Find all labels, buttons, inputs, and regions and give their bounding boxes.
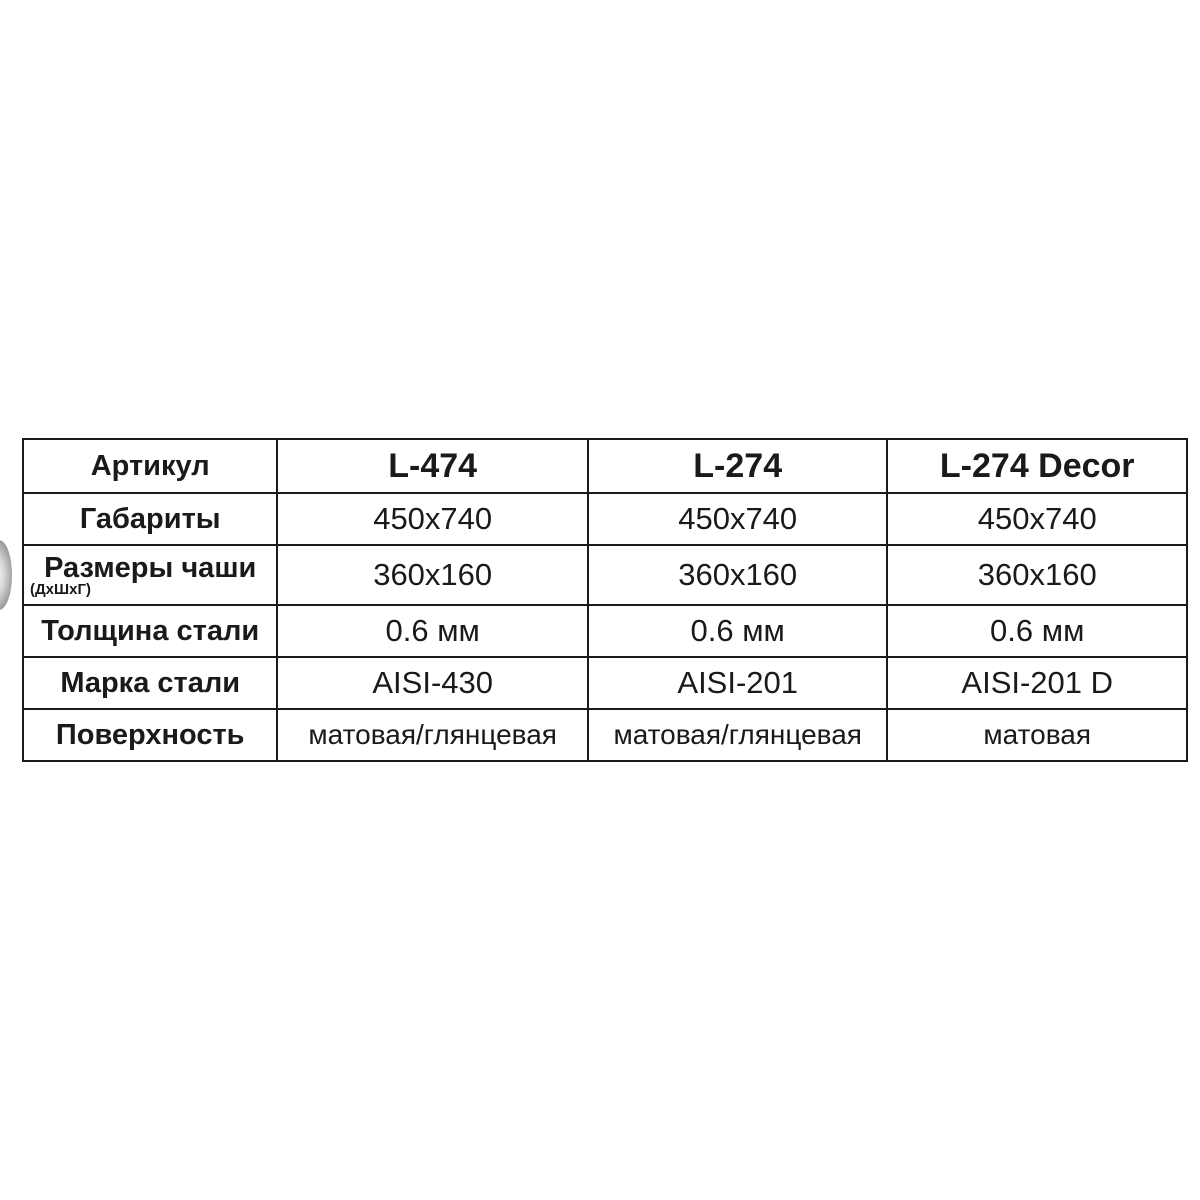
row-value: 450x740 — [588, 493, 888, 545]
table-row — [23, 545, 1187, 605]
table-row — [23, 493, 1187, 545]
model-name: L-274 Decor — [887, 439, 1187, 493]
row-value: матовая — [887, 709, 1187, 761]
row-value: 0.6 мм — [588, 605, 888, 657]
row-value: матовая/глянцевая — [588, 709, 888, 761]
spec-table — [22, 438, 1188, 762]
row-value: 0.6 мм — [277, 605, 588, 657]
table-row — [23, 709, 1187, 761]
row-value: 0.6 мм — [887, 605, 1187, 657]
table-row — [23, 657, 1187, 709]
row-value: 450x740 — [277, 493, 588, 545]
row-label: Габариты — [23, 493, 277, 545]
model-name: L-474 — [277, 439, 588, 493]
row-value: 360x160 — [588, 545, 888, 605]
row-value: 360x160 — [277, 545, 588, 605]
row-label: Толщина стали — [23, 605, 277, 657]
row-value: 450x740 — [887, 493, 1187, 545]
edge-product-fragment — [0, 540, 12, 610]
row-value: матовая/глянцевая — [277, 709, 588, 761]
table-header-row — [23, 439, 1187, 493]
row-label: Размеры чаши — [44, 551, 257, 584]
row-label-cell — [23, 545, 277, 605]
row-value: AISI-201 D — [887, 657, 1187, 709]
row-label: Марка стали — [23, 657, 277, 709]
row-value: 360x160 — [887, 545, 1187, 605]
row-value: AISI-201 — [588, 657, 888, 709]
model-name: L-274 — [588, 439, 888, 493]
row-value: AISI-430 — [277, 657, 588, 709]
header-label: Артикул — [23, 439, 277, 493]
row-label: Поверхность — [23, 709, 277, 761]
row-sublabel: (ДхШхГ) — [30, 580, 91, 598]
table-row — [23, 605, 1187, 657]
